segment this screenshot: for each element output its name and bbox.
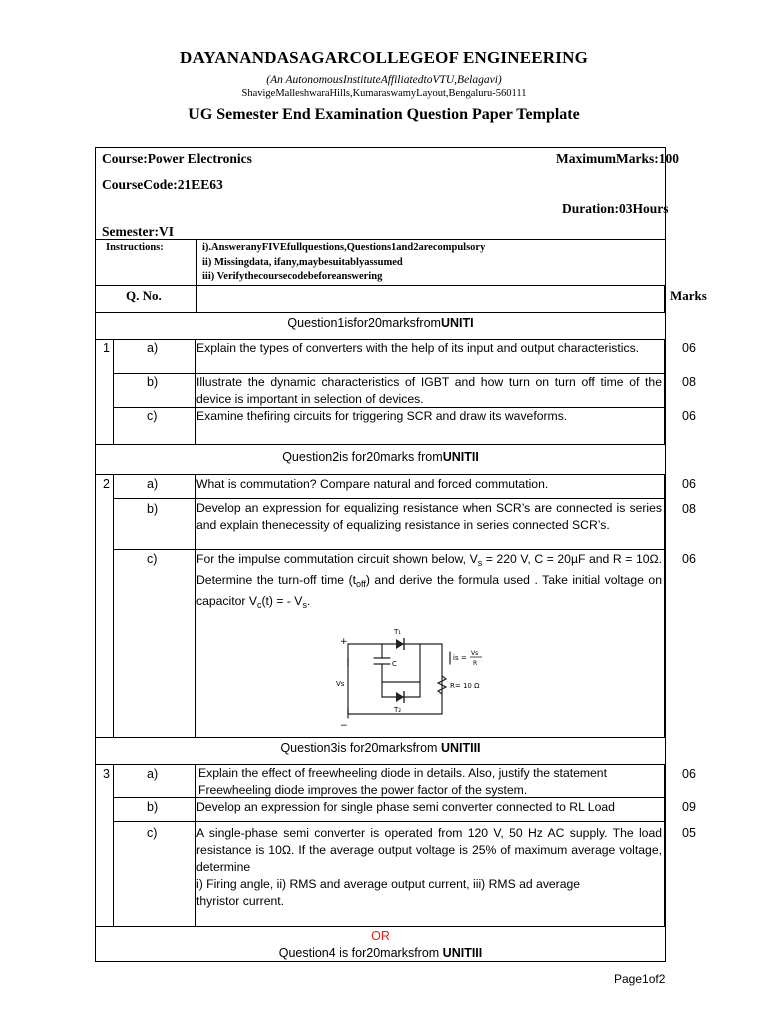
thyristor-t1 bbox=[396, 639, 404, 649]
question-number: 2 bbox=[103, 477, 110, 491]
vs-label: Vs bbox=[336, 680, 345, 688]
question-marks: 09 bbox=[682, 800, 696, 814]
question-text: What is commutation? Compare natural and forced commutation. bbox=[196, 477, 549, 491]
page-number: Page1of2 bbox=[614, 972, 666, 986]
question-marks: 08 bbox=[682, 375, 696, 389]
divider bbox=[95, 285, 666, 286]
part-label: a) bbox=[147, 477, 159, 491]
divider bbox=[664, 764, 665, 926]
part-label: c) bbox=[147, 826, 158, 840]
divider bbox=[113, 498, 665, 499]
document-header bbox=[0, 48, 768, 124]
divider bbox=[95, 312, 666, 313]
affiliation-text: (An AutonomousInstituteAffiliatedtoVTU,Belagavi) bbox=[266, 74, 502, 86]
semester: Semester:VI bbox=[102, 224, 174, 239]
divider bbox=[95, 239, 666, 240]
section-header-q3: Question3is for20marksfrom UNITIII bbox=[280, 741, 481, 755]
course-code: CourseCode:21EE63 bbox=[102, 177, 223, 192]
impulse-commutation-circuit bbox=[330, 622, 490, 732]
instruction-line: i).AnsweranyFIVEfullquestions,Questions1and2arecompulsory bbox=[202, 242, 486, 253]
part-label: a) bbox=[147, 341, 159, 355]
question-text: For the impulse commutation circuit shown below, $V_s = 220$ V, C = 20µF and R = 10Ω. Determine the turn-off time $(t_{off})$ and derive the formula used . Take initial voltage on capacitor $V_c(t)$ = - $V_s$. bbox=[196, 552, 662, 610]
thyristor-t2 bbox=[396, 692, 404, 702]
t2-label: T₂ bbox=[394, 706, 402, 714]
instruction-line: ii) Missingdata, ifany,maybesuitablyassumed bbox=[202, 257, 403, 268]
r-label: R= 10 Ω bbox=[450, 682, 480, 690]
question-marks: 06 bbox=[682, 552, 696, 566]
question-number: 1 bbox=[103, 341, 110, 355]
part-label: b) bbox=[147, 502, 159, 516]
is-fraction-bottom: R bbox=[473, 660, 478, 667]
college-name: DAYANANDASAGARCOLLEGEOF ENGINEERING bbox=[180, 48, 588, 67]
duration: Duration:03Hours bbox=[562, 201, 669, 216]
part-label: c) bbox=[147, 552, 158, 566]
course-name: Course:Power Electronics bbox=[102, 151, 252, 166]
divider bbox=[95, 474, 666, 475]
qno-header: Q. No. bbox=[126, 288, 162, 303]
divider bbox=[95, 926, 666, 927]
minus-label: − bbox=[340, 721, 348, 731]
question-text: Examine thefiring circuits for triggering SCR and draw its waveforms. bbox=[196, 409, 568, 423]
divider bbox=[95, 444, 666, 445]
question-text: A single-phase semi converter is operated from 120 V, 50 Hz AC supply. The load resistance is 10Ω. If the average output voltage is 25% of maximum average voltage, determine i) Firing angle, ii) RMS and average output current, iii) RMS ad average thyristor current. bbox=[196, 826, 662, 908]
plus-label: + bbox=[340, 637, 348, 647]
question-marks: 08 bbox=[682, 502, 696, 516]
question-marks: 05 bbox=[682, 826, 696, 840]
divider bbox=[113, 764, 114, 926]
template-title: UG Semester End Examination Question Paper Template bbox=[188, 106, 580, 123]
question-marks: 06 bbox=[682, 767, 696, 781]
instructions-label: Instructions: bbox=[106, 242, 164, 253]
section-header-q1: Question1isfor20marksfromUNITI bbox=[287, 316, 474, 330]
is-label: is = bbox=[453, 654, 467, 662]
divider bbox=[664, 285, 665, 312]
section-header-q4: Question4 is for20marksfrom UNITIII bbox=[278, 946, 483, 960]
question-marks: 06 bbox=[682, 409, 696, 423]
divider bbox=[113, 549, 665, 550]
question-text: Explain the types of converters with the help of its input and output characteristics. bbox=[196, 341, 640, 355]
part-label: b) bbox=[147, 800, 159, 814]
question-marks: 06 bbox=[682, 477, 696, 491]
divider bbox=[113, 339, 114, 444]
question-text: Develop an expression for equalizing resistance when SCR’s are connected is series and explain thenecessity of equalizing resistance in series connected SCR’s. bbox=[196, 501, 662, 532]
question-text: Develop an expression for single phase semi converter connected to RL Load bbox=[196, 800, 615, 814]
instruction-line: iii) Verifythecoursecodebeforeanswering bbox=[202, 271, 383, 282]
divider bbox=[113, 821, 665, 822]
max-marks: MaximumMarks:100 bbox=[556, 151, 679, 166]
question-text: Explain the effect of freewheeling diode in details. Also, justify the statement Freewheeling diode improves the power factor of the system. bbox=[198, 766, 607, 797]
question-text: Illustrate the dynamic characteristics of IGBT and how turn on turn off time of the device is important in selection of devices. bbox=[196, 375, 662, 406]
part-label: c) bbox=[147, 409, 158, 423]
divider bbox=[95, 737, 666, 738]
part-label: b) bbox=[147, 375, 159, 389]
college-address: ShavigeMalleshwaraHills,KumaraswamyLayout,Bengaluru-560111 bbox=[241, 88, 527, 99]
is-fraction-top: Vs bbox=[471, 650, 479, 657]
divider bbox=[113, 474, 114, 737]
or-separator: OR bbox=[371, 929, 390, 943]
marks-header: Marks bbox=[670, 288, 707, 303]
section-header-q2: Question2is for20marks fromUNITII bbox=[282, 450, 479, 464]
part-label: a) bbox=[147, 767, 159, 781]
question-number: 3 bbox=[103, 767, 110, 781]
t1-label: T₁ bbox=[394, 628, 402, 636]
question-marks: 06 bbox=[682, 341, 696, 355]
c-label: C bbox=[392, 660, 397, 668]
divider bbox=[196, 239, 197, 312]
